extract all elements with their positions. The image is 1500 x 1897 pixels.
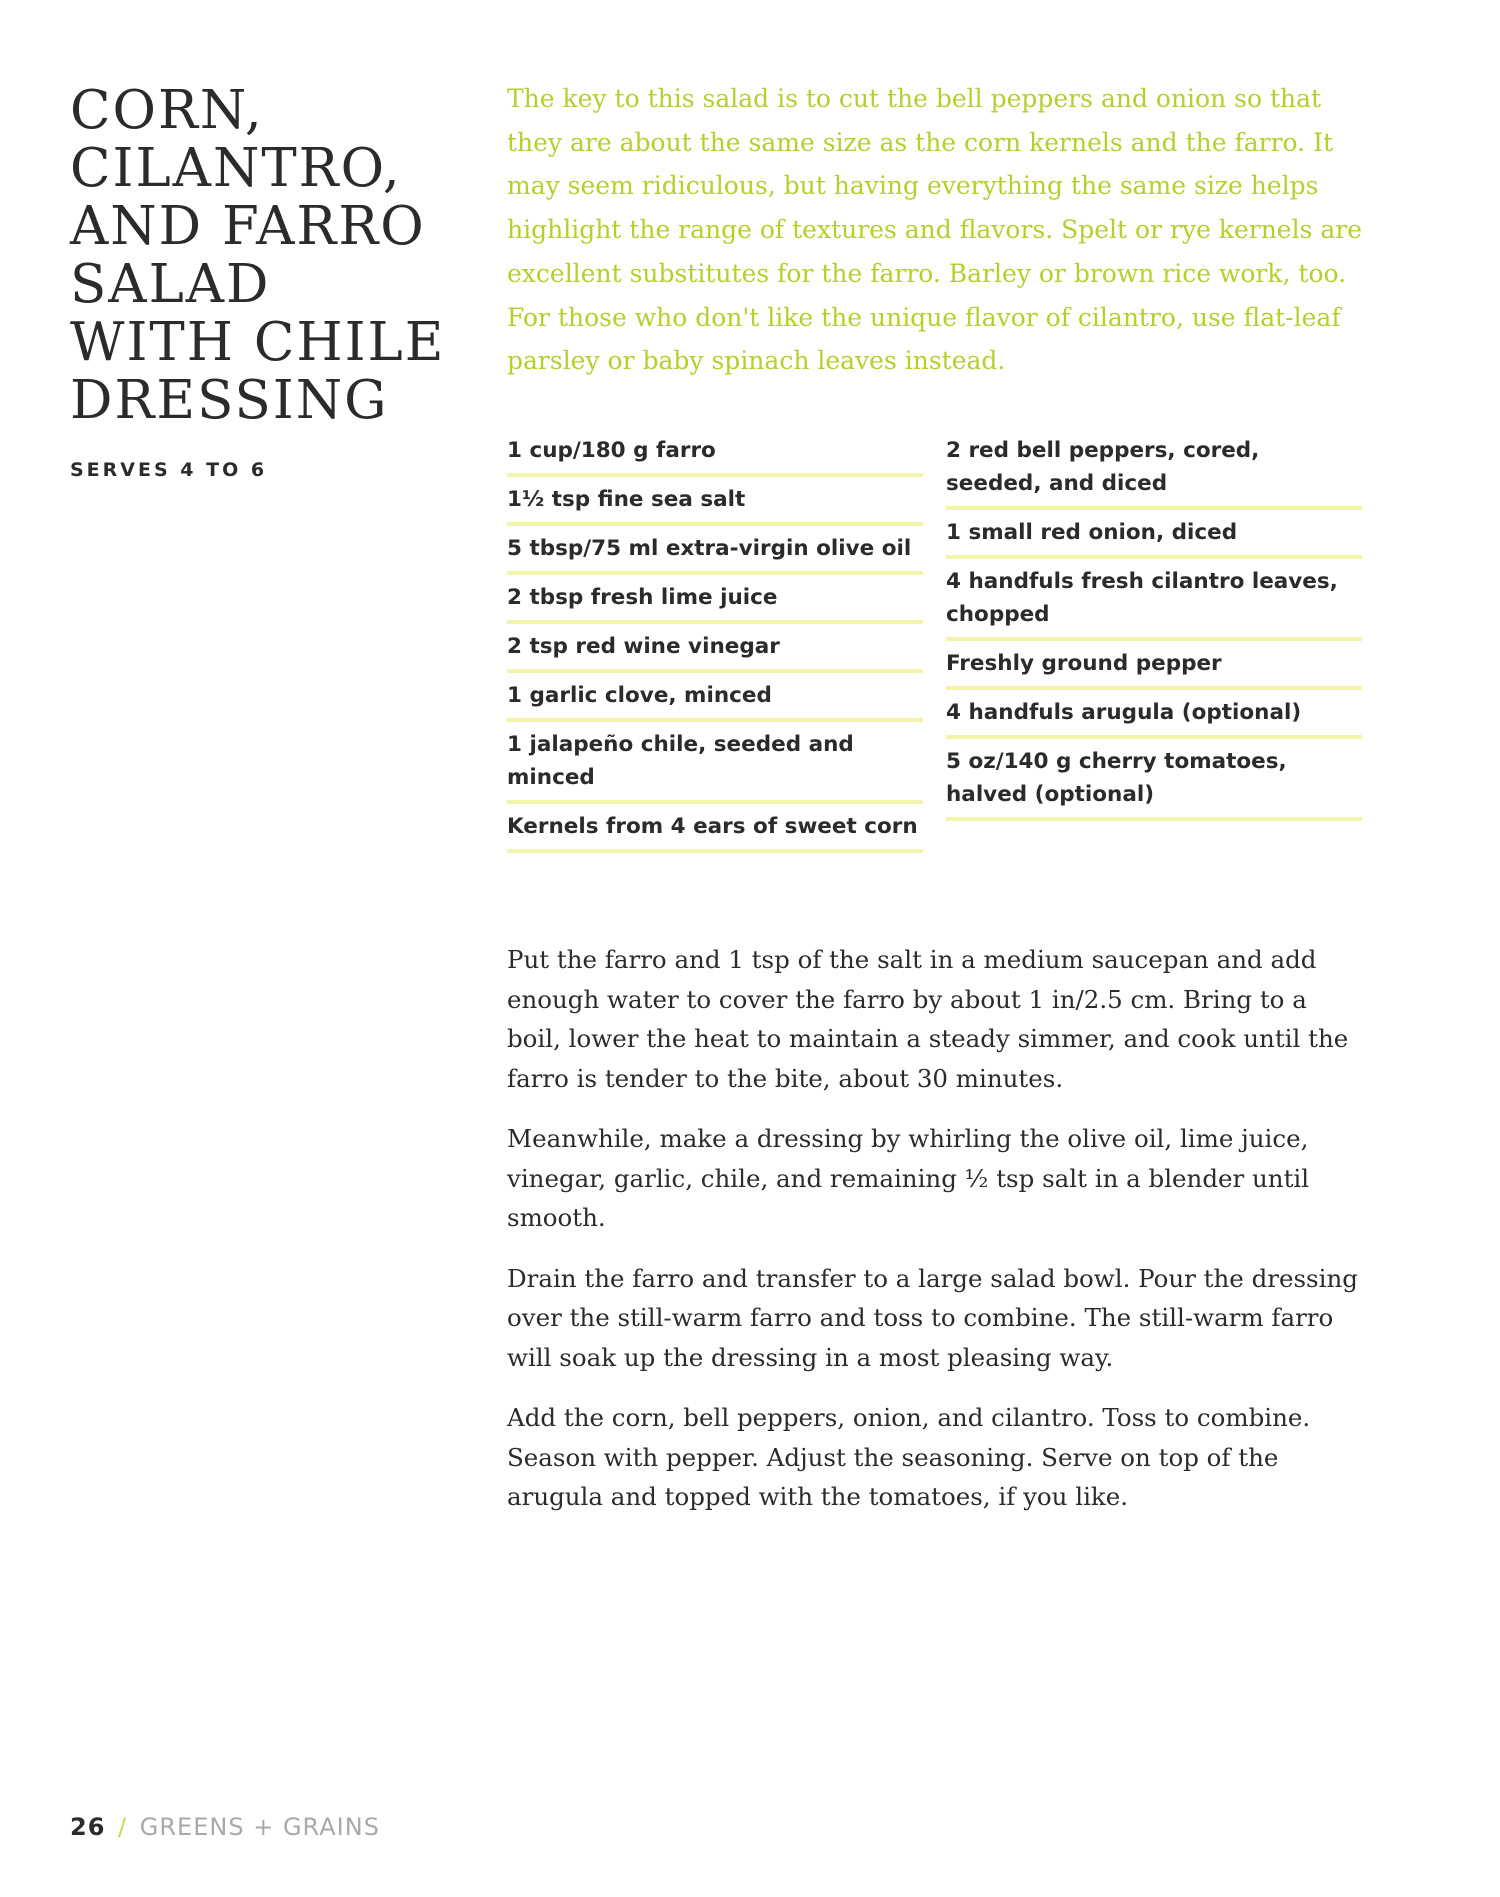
title-line: AND FARRO <box>70 196 426 257</box>
method-paragraph: Put the farro and 1 tsp of the salt in a medium saucepan and add enough water to cover the farro by about 1 in/2.5 cm. Bring to a boil, lower the heat to maintain a steady simmer, and cook until the farro is tender to the bite, about 30 minutes. <box>507 945 1349 1093</box>
page-footer <box>70 1813 380 1841</box>
ingredient-item: 1 garlic clove, minced <box>507 673 923 722</box>
page-number: 26 <box>70 1813 106 1841</box>
footer-separator: / <box>118 1813 128 1841</box>
title-line: DRESSING <box>70 370 389 431</box>
recipe-intro: The key to this salad is to cut the bell peppers and onion so that they are about the same size as the corn kernels and the farro. It may seem ridiculous, but having everything the same size helps highlight the range of textures and flavors. Spelt or rye kernels are excellent substitutes for the farro. Barley or brown rice work, too. For those who don't like the unique flavor of cilantro, use flat-leaf parsley or baby spinach leaves instead. <box>507 84 1363 376</box>
ingredients-column-1 <box>507 428 923 853</box>
ingredient-item: 4 handfuls arugula (optional) <box>946 690 1362 739</box>
ingredient-item: Freshly ground pepper <box>946 641 1362 690</box>
ingredient-item: 2 tbsp fresh lime juice <box>507 575 923 624</box>
method-paragraph: Meanwhile, make a dressing by whirling the olive oil, lime juice, vinegar, garlic, chile, and remaining ½ tsp salt in a blender until smooth. <box>507 1124 1310 1232</box>
ingredient-item: Kernels from 4 ears of sweet corn <box>507 804 923 853</box>
title-line: CILANTRO, <box>70 138 402 199</box>
ingredients-column-2 <box>946 428 1362 821</box>
title-line: SALAD <box>70 254 271 315</box>
ingredient-item: 1 jalapeño chile, seeded and minced <box>507 722 923 804</box>
ingredient-item: 2 red bell peppers, cored, seeded, and diced <box>946 428 1362 510</box>
serves-label: SERVES 4 TO 6 <box>70 459 268 481</box>
ingredient-item: 5 tbsp/75 ml extra-virgin olive oil <box>507 526 923 575</box>
ingredient-item: 1 cup/180 g farro <box>507 428 923 477</box>
title-line: WITH CHILE <box>70 312 446 373</box>
section-name: GREENS + GRAINS <box>139 1813 380 1841</box>
method-paragraph: Drain the farro and transfer to a large salad bowl. Pour the dressing over the still-warm farro and toss to combine. The still-warm farro will soak up the dressing in a most pleasing way. <box>507 1263 1358 1372</box>
ingredient-item: 4 handfuls fresh cilantro leaves, chopped <box>946 559 1362 641</box>
ingredient-item: 1 small red onion, diced <box>946 510 1362 559</box>
method-steps <box>507 940 1367 1538</box>
title-line: CORN, <box>70 80 264 141</box>
ingredient-item: 1½ tsp fine sea salt <box>507 477 923 526</box>
method-paragraph: Add the corn, bell peppers, onion, and cilantro. Toss to combine. Season with pepper. Adjust the seasoning. Serve on top of the arugula and topped with the tomatoes, if you like. <box>507 1403 1311 1511</box>
ingredient-item: 5 oz/140 g cherry tomatoes, halved (optional) <box>946 739 1362 821</box>
recipe-title <box>70 82 450 430</box>
ingredient-item: 2 tsp red wine vinegar <box>507 624 923 673</box>
